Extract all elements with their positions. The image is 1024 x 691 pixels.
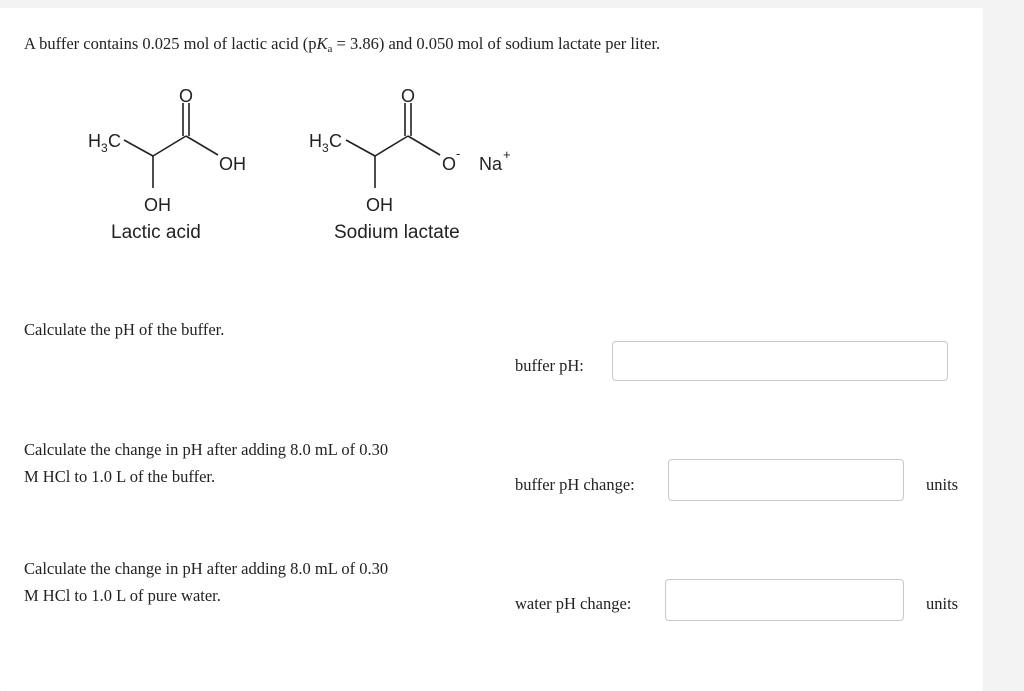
- lactic-acid-structure: [124, 103, 218, 188]
- lactate-anion-o: O: [442, 154, 457, 174]
- lactic-methyl-c: C: [108, 131, 121, 151]
- question-3-prompt: Calculate the change in pH after adding 8.0 mL of 0.30 M HCl to 1.0 L of pure water.: [24, 559, 389, 605]
- question-card: [0, 8, 983, 691]
- lactic-acid-name: Lactic acid: [111, 222, 201, 243]
- lactic-carbonyl-o: O: [179, 86, 194, 106]
- intro-a-subscript: a: [327, 43, 333, 55]
- sodium-lactate-name: Sodium lactate: [334, 222, 460, 243]
- buffer-ph-change-label: buffer pH change:: [515, 475, 635, 494]
- question-2-prompt: Calculate the change in pH after adding 8.0 mL of 0.30 M HCl to 1.0 L of the buffer.: [24, 440, 389, 486]
- question-1-prompt: Calculate the pH of the buffer.: [24, 320, 225, 339]
- buffer-ph-change-units: units: [926, 475, 959, 494]
- water-ph-change-units: units: [926, 594, 959, 613]
- sodium-cation-charge: +: [503, 147, 511, 162]
- problem-statement: [24, 34, 660, 55]
- buffer-ph-label: buffer pH:: [515, 356, 584, 375]
- lactate-methyl-c: C: [329, 131, 342, 151]
- lactic-methyl-sub: 3: [101, 141, 108, 155]
- lactate-methyl-sub: 3: [322, 141, 329, 155]
- lactate-methyl-h: H: [309, 131, 322, 151]
- buffer-ph-input[interactable]: [612, 341, 948, 381]
- water-ph-change-input[interactable]: [665, 579, 904, 621]
- lactate-anion-charge: -: [456, 146, 461, 161]
- lactic-acid-oh: OH: [219, 154, 246, 174]
- lactic-hydroxyl-oh: OH: [144, 195, 171, 215]
- intro-text: A buffer contains 0.025 mol of lactic acid (p: [24, 34, 317, 53]
- buffer-ph-change-input[interactable]: [668, 459, 904, 501]
- lactic-methyl-h: H: [88, 131, 101, 151]
- lactate-hydroxyl-oh: OH: [366, 195, 393, 215]
- sodium-lactate-structure: [346, 103, 440, 188]
- sodium-cation: Na: [479, 154, 503, 174]
- water-ph-change-label: water pH change:: [515, 594, 632, 613]
- lactate-carbonyl-o: O: [401, 86, 416, 106]
- intro-k: K: [316, 34, 328, 53]
- intro-text-end: = 3.86) and 0.050 mol of sodium lactate per liter.: [332, 34, 661, 53]
